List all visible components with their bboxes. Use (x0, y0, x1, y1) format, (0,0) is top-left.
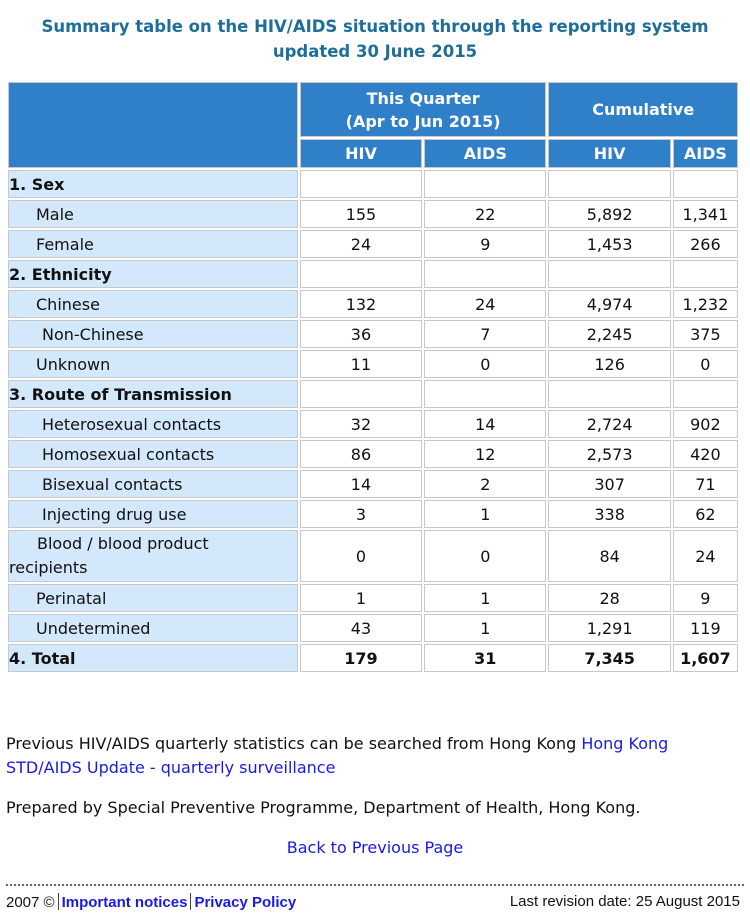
page-title-line1: Summary table on the HIV/AIDS situation through the reporting system (41, 17, 709, 36)
hiv-aids-summary-table (6, 80, 740, 674)
footer-separator (190, 893, 191, 910)
cell-quarter-aids: 31 (424, 644, 546, 672)
quarterly-surveillance-link[interactable]: Hong Kong STD/AIDS Update - quarterly surveillance (6, 734, 669, 777)
cell-quarter-aids: 22 (424, 200, 546, 228)
row-label: Unknown (8, 350, 298, 378)
cell-quarter-hiv: 86 (300, 440, 422, 468)
section-label: 2. Ethnicity (8, 260, 298, 288)
row-label: Heterosexual contacts (8, 410, 298, 438)
row-label: Homosexual contacts (8, 440, 298, 468)
cell-quarter-hiv: 14 (300, 470, 422, 498)
cell-cumulative-aids: 266 (673, 230, 738, 258)
cell-quarter-hiv: 0 (300, 530, 422, 582)
table-row (8, 230, 738, 258)
total-row (8, 644, 738, 672)
cumulative-header: Cumulative (548, 82, 738, 137)
section-label: 1. Sex (8, 170, 298, 198)
cell-quarter-hiv: 43 (300, 614, 422, 642)
row-label: Non-Chinese (8, 320, 298, 348)
table-row (8, 584, 738, 612)
important-notices-link[interactable]: Important notices (61, 894, 188, 911)
table-row (8, 350, 738, 378)
back-to-previous-page-link[interactable]: Back to Previous Page (286, 838, 464, 857)
cell-quarter-aids: 12 (424, 440, 546, 468)
cell-quarter-aids: 24 (424, 290, 546, 318)
cell-cumulative-aids: 24 (673, 530, 738, 582)
cell-quarter-aids: 1 (424, 500, 546, 528)
cell-cumulative-hiv: 126 (548, 350, 670, 378)
prepared-by-note: Prepared by Special Preventive Programme, Department of Health, Hong Kong. (6, 798, 641, 817)
cell-empty (673, 170, 738, 198)
row-label-line2: recipients (9, 558, 88, 577)
row-label-line1: Blood / blood product (37, 534, 209, 553)
cell-cumulative-hiv: 2,724 (548, 410, 670, 438)
section-row-route (8, 380, 738, 408)
cell-quarter-hiv: 11 (300, 350, 422, 378)
cell-cumulative-aids: 119 (673, 614, 738, 642)
cell-cumulative-hiv: 7,345 (548, 644, 670, 672)
cell-cumulative-hiv: 1,453 (548, 230, 670, 258)
row-label: Perinatal (8, 584, 298, 612)
cell-cumulative-hiv: 1,291 (548, 614, 670, 642)
table-row (8, 530, 738, 582)
cell-cumulative-hiv: 2,573 (548, 440, 670, 468)
cell-cumulative-hiv: 28 (548, 584, 670, 612)
row-label: Female (8, 230, 298, 258)
table-row (8, 290, 738, 318)
cell-cumulative-aids: 62 (673, 500, 738, 528)
cell-quarter-aids: 14 (424, 410, 546, 438)
sub-header-cumulative-aids: AIDS (673, 139, 738, 168)
cell-empty (300, 260, 422, 288)
section-row-ethnicity (8, 260, 738, 288)
table-row (8, 410, 738, 438)
cell-quarter-aids: 2 (424, 470, 546, 498)
cell-cumulative-hiv: 5,892 (548, 200, 670, 228)
privacy-policy-link[interactable]: Privacy Policy (194, 894, 297, 911)
cell-quarter-aids: 7 (424, 320, 546, 348)
table-row (8, 470, 738, 498)
footer (6, 893, 740, 911)
sub-header-cumulative-hiv: HIV (548, 139, 670, 168)
cell-cumulative-hiv: 4,974 (548, 290, 670, 318)
previous-statistics-text: Previous HIV/AIDS quarterly statistics can be searched from Hong Kong (6, 734, 582, 753)
sub-header-quarter-aids: AIDS (424, 139, 546, 168)
section-row-sex (8, 170, 738, 198)
table-row (8, 320, 738, 348)
table-row (8, 614, 738, 642)
back-link-container (0, 838, 750, 857)
cell-quarter-hiv: 1 (300, 584, 422, 612)
cell-cumulative-aids: 0 (673, 350, 738, 378)
cell-cumulative-hiv: 2,245 (548, 320, 670, 348)
cell-quarter-aids: 9 (424, 230, 546, 258)
cell-cumulative-aids: 1,232 (673, 290, 738, 318)
row-label: Male (8, 200, 298, 228)
page-title (0, 14, 750, 64)
this-quarter-header-line2: (Apr to Jun 2015) (345, 111, 501, 131)
cell-empty (548, 260, 670, 288)
cell-cumulative-hiv: 307 (548, 470, 670, 498)
this-quarter-header (300, 82, 547, 137)
cell-empty (424, 380, 546, 408)
cell-empty (300, 170, 422, 198)
previous-statistics-note (6, 732, 726, 780)
table-row (8, 200, 738, 228)
cell-empty (673, 260, 738, 288)
cell-quarter-hiv: 36 (300, 320, 422, 348)
cell-empty (548, 380, 670, 408)
sub-header-quarter-hiv: HIV (300, 139, 422, 168)
cell-cumulative-aids: 902 (673, 410, 738, 438)
cell-cumulative-aids: 9 (673, 584, 738, 612)
table-row (8, 440, 738, 468)
cell-quarter-hiv: 3 (300, 500, 422, 528)
row-label (8, 530, 298, 582)
header-corner-cell (8, 82, 298, 168)
cell-empty (548, 170, 670, 198)
row-label: 4. Total (8, 644, 298, 672)
cell-quarter-hiv: 155 (300, 200, 422, 228)
cell-empty (300, 380, 422, 408)
footer-divider (6, 884, 744, 886)
table-row (8, 500, 738, 528)
cell-empty (673, 380, 738, 408)
cell-cumulative-hiv: 84 (548, 530, 670, 582)
page-title-line2: updated 30 June 2015 (272, 42, 478, 61)
row-label: Chinese (8, 290, 298, 318)
footer-separator (58, 893, 59, 910)
cell-quarter-aids: 0 (424, 530, 546, 582)
cell-quarter-aids: 1 (424, 584, 546, 612)
cell-quarter-hiv: 179 (300, 644, 422, 672)
cell-quarter-aids: 1 (424, 614, 546, 642)
row-label: Injecting drug use (8, 500, 298, 528)
last-revision-date: Last revision date: 25 August 2015 (509, 893, 740, 910)
cell-cumulative-hiv: 338 (548, 500, 670, 528)
table-group-header-row (8, 82, 738, 137)
section-label: 3. Route of Transmission (8, 380, 298, 408)
cell-quarter-aids: 0 (424, 350, 546, 378)
cell-cumulative-aids: 375 (673, 320, 738, 348)
cell-empty (424, 170, 546, 198)
cell-cumulative-aids: 420 (673, 440, 738, 468)
row-label: Bisexual contacts (8, 470, 298, 498)
cell-quarter-hiv: 24 (300, 230, 422, 258)
cell-empty (424, 260, 546, 288)
this-quarter-header-line1: This Quarter (366, 88, 480, 108)
row-label: Undetermined (8, 614, 298, 642)
cell-cumulative-aids: 1,607 (673, 644, 738, 672)
copyright-text: 2007 © (6, 894, 55, 911)
cell-cumulative-aids: 1,341 (673, 200, 738, 228)
cell-cumulative-aids: 71 (673, 470, 738, 498)
cell-quarter-hiv: 32 (300, 410, 422, 438)
cell-quarter-hiv: 132 (300, 290, 422, 318)
